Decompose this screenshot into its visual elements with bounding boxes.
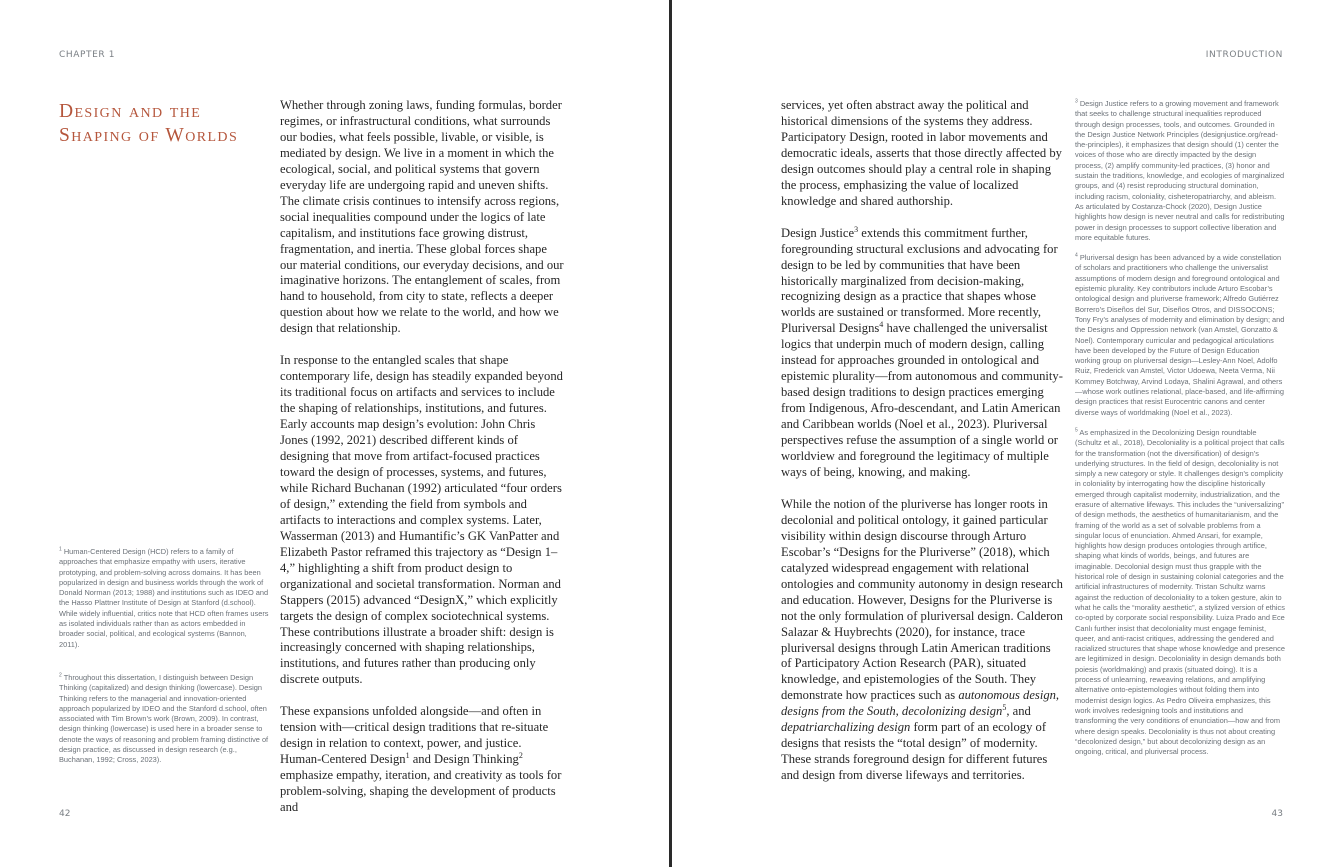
paragraph: [781, 98, 1063, 210]
left-body-text: [280, 98, 565, 832]
footnote-number: 4: [1075, 252, 1078, 259]
text-run: and Design Thinking: [409, 752, 519, 767]
text-run: emphasize empathy, iteration, and creativity as tools for problem-solving, shaping the development of products and: [280, 768, 562, 815]
text-run: Design Justice: [781, 225, 855, 240]
footnote-text: Human-Centered Design (HCD) refers to a family of approaches that emphasize empathy with users, iterative prototyping, and problem-solving across domains. It has been popularized in design and business worlds through the work of Donald Norman (2013; 1988) and institutions such as IDEO and the Hasso Plattner Institute of Design at Stanford (d.school). While widely influential, critics note that HCD often frames users as isolated individuals rather than as actors embedded in broader social, political, and ecological systems (Bannon, 2011).: [59, 547, 269, 649]
text-run: These expansions unfolded alongside—and often in tension with—critical design traditions that re-situate design in relation to context, power, and justice. Human-Centered Design: [280, 704, 549, 767]
footnote-number: 1: [59, 546, 62, 553]
footnote-text: Design Justice refers to a growing movement and framework that seeks to challenge structural inequalities reproduced through design processes, tools, and outcomes. Grounded in the Design Justice Network Principles (designjustice.org/read-the-principles), it emphasizes that design should (1) center the voices of those who are directly impacted by the design process, (2) amplify community-led practices, (3) honor and sustain the traditions, knowledge, and ecologies of marginalized groups, and (4) resist reproducing structural domination, including racism, coloniality, cisheteropatriarchy, and ableism. As articulated by Costanza-Chock (2020), Design Justice highlights how design is never neutral and calls for redistributing power in design processes to support collective liberation and more equitable futures.: [1075, 99, 1285, 242]
right-body-text: [781, 98, 1063, 800]
text-run: form part of an ecology of designs that resists the “total design” of modernity. These strands foreground design for different futures and design from diverse lifeways and territories.: [781, 720, 1048, 783]
footnote-number: 5: [1075, 427, 1078, 434]
paragraph: [280, 353, 565, 688]
text-run: have challenged the universalist logics that underpin much of modern design, calling instead for approaches grounded in ontological and epistemic plurality—from autonomous and community-based design traditions to design practices emerging from Indigenous, Afro-descendant, and Latin American and Caribbean worlds (Noel et al., 2023). Pluriversal perspectives refuse the assumption of a single world or worldview and foreground the legitimacy of multiple ways of being, knowing, and making.: [781, 321, 1063, 479]
text-run: extends this commitment further, foregrounding structural exclusions and advocating for design to be led by communities that have been historically marginalized from decision-making, recognizing design as a practice that shapes whose worlds are sustained or transformed. More recently, Pluriversal Designs: [781, 225, 1058, 336]
paragraph: [280, 704, 565, 816]
text-run: Whether through zoning laws, funding formulas, border regimes, or infrastructural conditions, what surrounds our bodies, what feels possible, livable, or visible, is mediated by design. We live in a moment in which the ecological, social, and political systems that govern everyday life are undergoing rapid and uneven shifts. The climate crisis continues to intensify across regions, social inequalities compound under the logics of late capitalism, and institutions face growing distrust, fragmentation, and inertia. These global forces shape our material conditions, our everyday decisions, and our imaginative horizons. The entanglement of scales, from hand to household, from city to state, reflects a deeper question about how we relate to the world, and how we design that relationship.: [280, 98, 564, 336]
page-number-right: 43: [1271, 809, 1283, 819]
footnote: [1075, 99, 1285, 243]
page-number-left: 42: [59, 809, 71, 819]
italic-text: depatriarchalizing design: [781, 720, 911, 735]
footnote-ref: 4: [879, 320, 884, 330]
footnote: [59, 673, 269, 766]
footnote: [1075, 253, 1285, 418]
footnote-ref: 2: [518, 750, 523, 760]
footnote: [1075, 428, 1285, 758]
footnote-2: [59, 673, 269, 776]
chapter-title: Design and the Shaping of Worlds: [59, 101, 239, 146]
text-run: services, yet often abstract away the political and historical dimensions of the systems they address. Participatory Design, rooted in labor movements and democratic ideals, asserts that those directly affected by design outcomes should play a central role in shaping the process, emphasizing the value of localized knowledge and shared authorship.: [781, 98, 1062, 208]
paragraph: [781, 497, 1063, 784]
running-head-right: INTRODUCTION: [1205, 50, 1283, 60]
text-run: While the notion of the pluriverse has longer roots in decolonial and political ontology, it gained particular visibility within design discourse through Arturo Escobar’s “Designs for the Pluriverse” (2018), which catalyzed widespread engagement with relational ontologies and community autonomy in design research and education. However, Designs for the Pluriverse is not the only formulation of pluriversal design. Calderon Salazar & Huybrechts (2020), for instance, trace pluriversal designs through Latin American traditions of Participatory Action Research (PAR), situated knowledge, and epistemologies of the South. They demonstrate how practices such as: [781, 496, 1063, 703]
footnote-ref: 1: [405, 750, 410, 760]
paragraph: [280, 98, 565, 337]
footnote-text: As emphasized in the Decolonizing Design roundtable (Schultz et al., 2018), Decoloniality is a political project that calls for the transformation (not the diversification) of design’s underlying structures. In the field of design, decoloniality is not simply a new category or style. It challenges design’s complicity in coloniality by interrogating how the discipline historically emerged through capitalist modernity, industrialization, and the erasure of alternative lifeways. This includes the “universalizing” of design methods, the aesthetics of humanitarianism, and the framing of the world as a set of solvable problems from a singular locus of enunciation. Ahmed Ansari, for example, highlights how design produces ontologies through artifice, shaping what kinds of worlds, beings, and futures are imaginable. Decolonial design must thus grapple with the historical role of design in sustaining colonial categories and the artificial infrastructures of modernity. Tristan Schultz warns against the reduction of decoloniality to a token gesture, akin to what he calls the “morality aesthetic”, a stylized version of ethics co-opted by corporate social responsibility. Luiza Prado and Ece Canlı further insist that decoloniality must engage feminist, queer, and anti-racist critiques, addressing the gendered and racialized structures that shape whose knowledge and presence are legitimized in design. Decoloniality in design demands both poiesis (worldmaking) and praxis (situated doing). It is a process of unlearning, reweaving relations, and amplifying alternative onto-epistemologies without folding them into modernist design logics. As Pedro Oliveira emphasizes, this work involves redesigning tools and institutions and transforming the very conditions of enunciation—how and from where design speaks. Decoloniality is thus not about creating “decolonized design,” but about decolonizing design as an ongoing, critical, and pluriversal process.: [1075, 427, 1285, 757]
footnote: [59, 547, 269, 650]
footnote-ref: 5: [1002, 703, 1007, 713]
footnote-1: [59, 547, 269, 660]
text-run: , and: [1006, 704, 1031, 719]
footnote-text: Throughout this dissertation, I distinguish between Design Thinking (capitalized) and design thinking (lowercase). Design Thinking refers to the managerial and innovation-oriented approach popularized by IDEO and the Stanford d.school, often associated with Tim Brown’s work (Brown, 2009). In contrast, design thinking (lowercase) is used here in a broader sense to denote the ways of reasoning and problem framing distinctive of design practice, as discussed in design research (e.g., Buchanan, 1992; Cross, 2023).: [59, 673, 269, 765]
left-page: [0, 0, 669, 867]
right-footnotes: [1075, 99, 1285, 767]
footnote-number: 2: [59, 672, 62, 679]
italic-text: autonomous design, designs from the South, decolonizing design: [781, 688, 1060, 719]
paragraph: [781, 226, 1063, 481]
text-run: In response to the entangled scales that shape contemporary life, design has steadily expanded beyond its traditional focus on artifacts and services to include the shaping of relationships, institutions, and futures. Early accounts map design’s evolution: John Chris Jones (1992, 2021) described different kinds of designing that move from artifact-focused practices toward the design of processes, systems, and futures, while Richard Buchanan (1992) articulated “four orders of design,” extending the field from symbols and artifacts to interactions and complex systems. Later, Wasserman (2013) and Humantific’s GK VanPatter and Elizabeth Pastor reframed this trajectory as “Design 1–4,” highlighting a shift from product design to organizational and societal transformation. Norman and Stappers (2015) advanced “DesignX,” which explicitly targets the design of complex sociotechnical systems. These contributions illustrate a broader shift: design is increasingly concerned with shaping relationships, institutions, and futures rather than producing only discrete outputs.: [280, 353, 563, 687]
footnote-number: 3: [1075, 98, 1078, 105]
footnote-text: Pluriversal design has been advanced by a wide constellation of scholars and practitioners who challenge the universalist assumptions of modern design and foreground ontological and epistemic plurality. Key contributors include Arturo Escobar’s ontological design and pluriverse framework; Alfredo Gutiérrez Borrero’s Diseños del Sur, Diseños Otros, and DISSOCONS; Tony Fry’s analyses of modernity and elimination by design; and the Designs and Oppression network (van Amstel, Gonzatto & Noel). Contemporary curricular and pedagogical articulations have been developed by the Future of Design Education working group on pluriversal design—Lesley-Ann Noel, Adolfo Ruiz, Frederick van Amstel, Victor Udoewa, Neeta Verma, Nii Kommey Botchway, Arvind Lodaya, Shalini Agrawal, and others—whose work outlines relational, place-based, and life-affirming design practices that resist Eurocentric canons and center diverse ways of worldmaking (Noel et al., 2023).: [1075, 253, 1285, 417]
footnote-ref: 3: [854, 224, 859, 234]
running-head-left: CHAPTER 1: [59, 50, 116, 60]
